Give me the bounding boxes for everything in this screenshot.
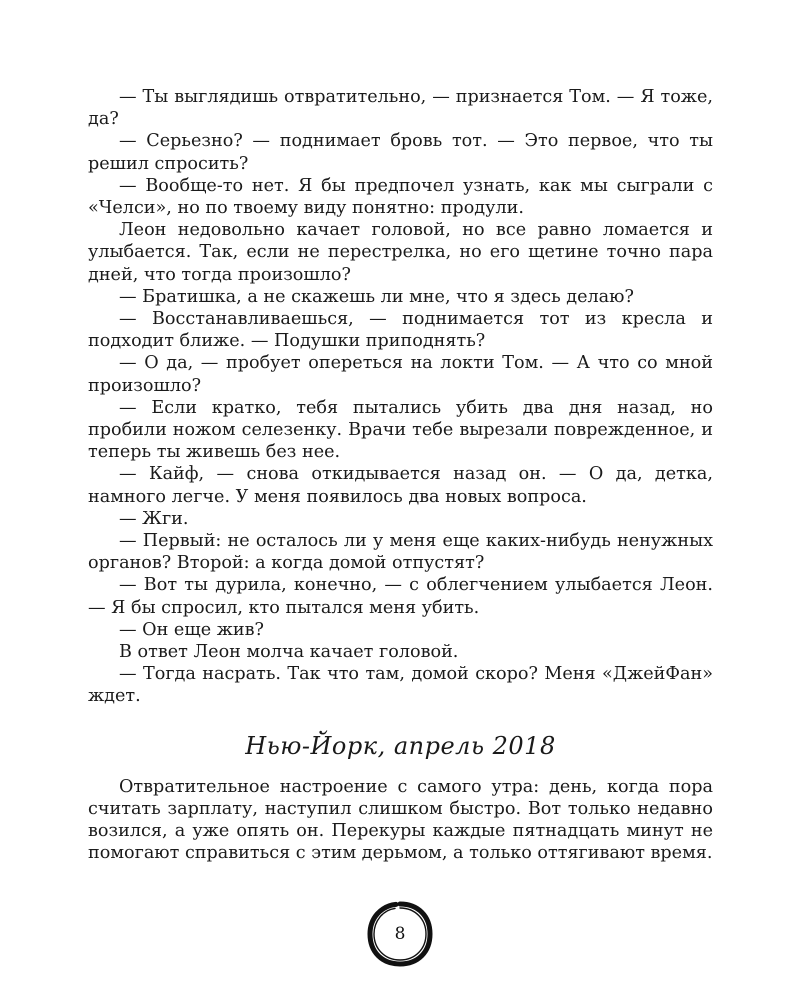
dialogue-line: — Вот ты дурила, конечно, — с облегчением улыбается Леон. — Я бы спросил, кто пытался меня убить. <box>88 575 713 618</box>
page-number: 8 <box>394 924 406 944</box>
page-number-badge <box>366 900 434 968</box>
section-heading: Нью-Йорк, апрель 2018 <box>245 731 556 760</box>
dialogue-line: — Вообще-то нет. Я бы предпочел узнать, как мы сыграли с «Челси», но по твоему виду понятно: продули. <box>88 175 713 219</box>
narration-paragraph: Леон недовольно качает головой, но все равно ломается и улыбается. Так, если не перестрелка, но его щетине точно пара дней, что тогда произошло? <box>88 220 713 285</box>
dialogue-line: — Братишка, а не скажешь ли мне, что я здесь делаю? <box>119 286 634 307</box>
dialogue-line: — Ты выглядишь отвратительно, — признается Том. — Я тоже, да? <box>88 87 713 130</box>
dialogue-line: — Жги. <box>119 508 189 529</box>
section-paragraph: Отвратительное настроение с самого утра: день, когда пора считать зарплату, наступил слишком быстро. Вот только недавно возился, а уже опять он. Перекуры каждые пятнадцать минут не помогают справиться с этим дерьмом, а только оттягивают время. <box>88 776 713 864</box>
narration-paragraph: В ответ Леон молча качает головой. <box>119 642 459 663</box>
dialogue-line: — Если кратко, тебя пытались убить два дня назад, но пробили ножом селезенку. Врачи тебе вырезали поврежденное, и теперь ты живешь без нее. <box>88 397 713 463</box>
page-content <box>88 86 713 865</box>
dialogue-line: — О да, — пробует опереться на локти Том. — А что со мной произошло? <box>88 353 713 396</box>
dialogue-line: — Он еще жив? <box>119 619 264 640</box>
dialogue-line: — Кайф, — снова откидывается назад он. — О да, детка, намного легче. У меня появилось два новых вопроса. <box>88 464 713 507</box>
dialogue-line: — Первый: не осталось ли у меня еще каких-нибудь ненужных органов? Второй: а когда домой отпустят? <box>88 531 713 574</box>
dialogue-line: — Восстанавливаешься, — поднимается тот из кресла и подходит ближе. — Подушки приподнять? <box>88 309 713 352</box>
dialogue-line: — Серьезно? — поднимает бровь тот. — Это первое, что ты решил спросить? <box>88 131 713 174</box>
dialogue-line: — Тогда насрать. Так что там, домой скоро? Меня «ДжейФан» ждет. <box>88 664 713 707</box>
